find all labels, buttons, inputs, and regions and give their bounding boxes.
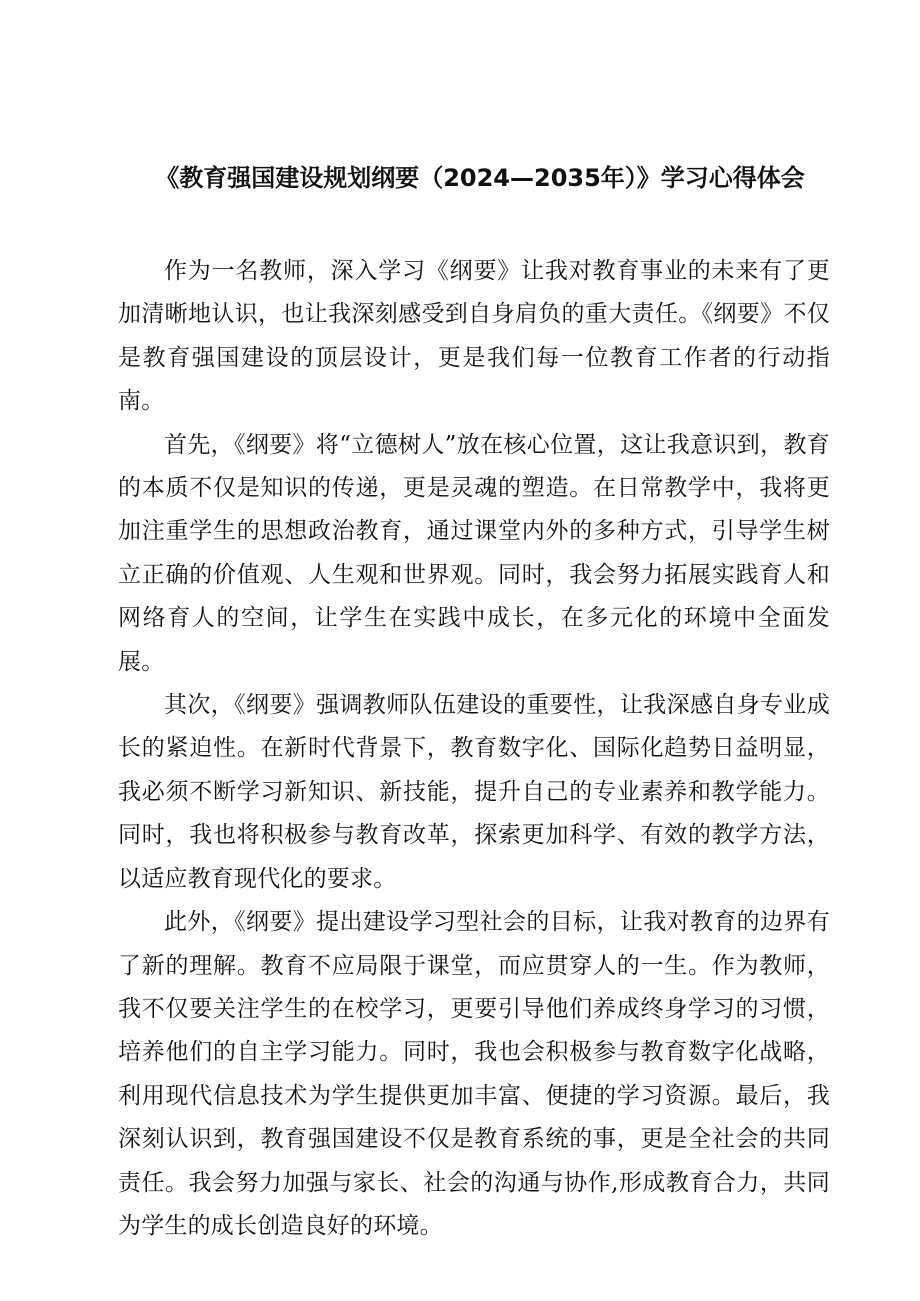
document-title: 《教育强国建设规划纲要（2024—2035年）》学习心得体会: [155, 164, 805, 192]
paragraph-3: 其次，《纲要》强调教师队伍建设的重要性，让我深感自身专业成长的紧迫性。在新时代背景下，教育数字化、国际化趋势日益明显，我必须不断学习新知识、新技能，提升自己的专业素养和教学能力。同时，我也将积极参与教育改革，探索更加科学、有效的教学方法，以适应教育现代化的要求。: [118, 692, 830, 892]
paragraph-4: 此外，《纲要》提出建设学习型社会的目标，让我对教育的边界有了新的理解。教育不应局限于课堂，而应贯穿人的一生。作为教师，我不仅要关注学生的在校学习，更要引导他们养成终身学习的习惯，培养他们的自主学习能力。同时，我也会积极参与教育数字化战略，利用现代信息技术为学生提供更加丰富、便捷的学习资源。最后，我深刻认识到，教育强国建设不仅是教育系统的事，更是全社会的共同责任。我会努力加强与家长、社会的沟通与协作,形成教育合力，共同为学生的成长创造良好的环境。: [118, 909, 830, 1239]
paragraph-1: 作为一名教师，深入学习《纲要》让我对教育事业的未来有了更加清晰地认识，也让我深刻感受到自身肩负的重大责任。《纲要》不仅是教育强国建设的顶层设计，更是我们每一位教育工作者的行动指南。: [118, 258, 830, 415]
document-body: [118, 250, 830, 1248]
paragraph-2: 首先，《纲要》将“立德树人”放在核心位置，这让我意识到，教育的本质不仅是知识的传递，更是灵魂的塑造。在日常教学中，我将更加注重学生的思想政治教育，通过课堂内外的多种方式，引导学生树立正确的价值观、人生观和世界观。同时，我会努力拓展实践育人和网络育人的空间，让学生在实践中成长，在多元化的环境中全面发展。: [118, 431, 830, 675]
